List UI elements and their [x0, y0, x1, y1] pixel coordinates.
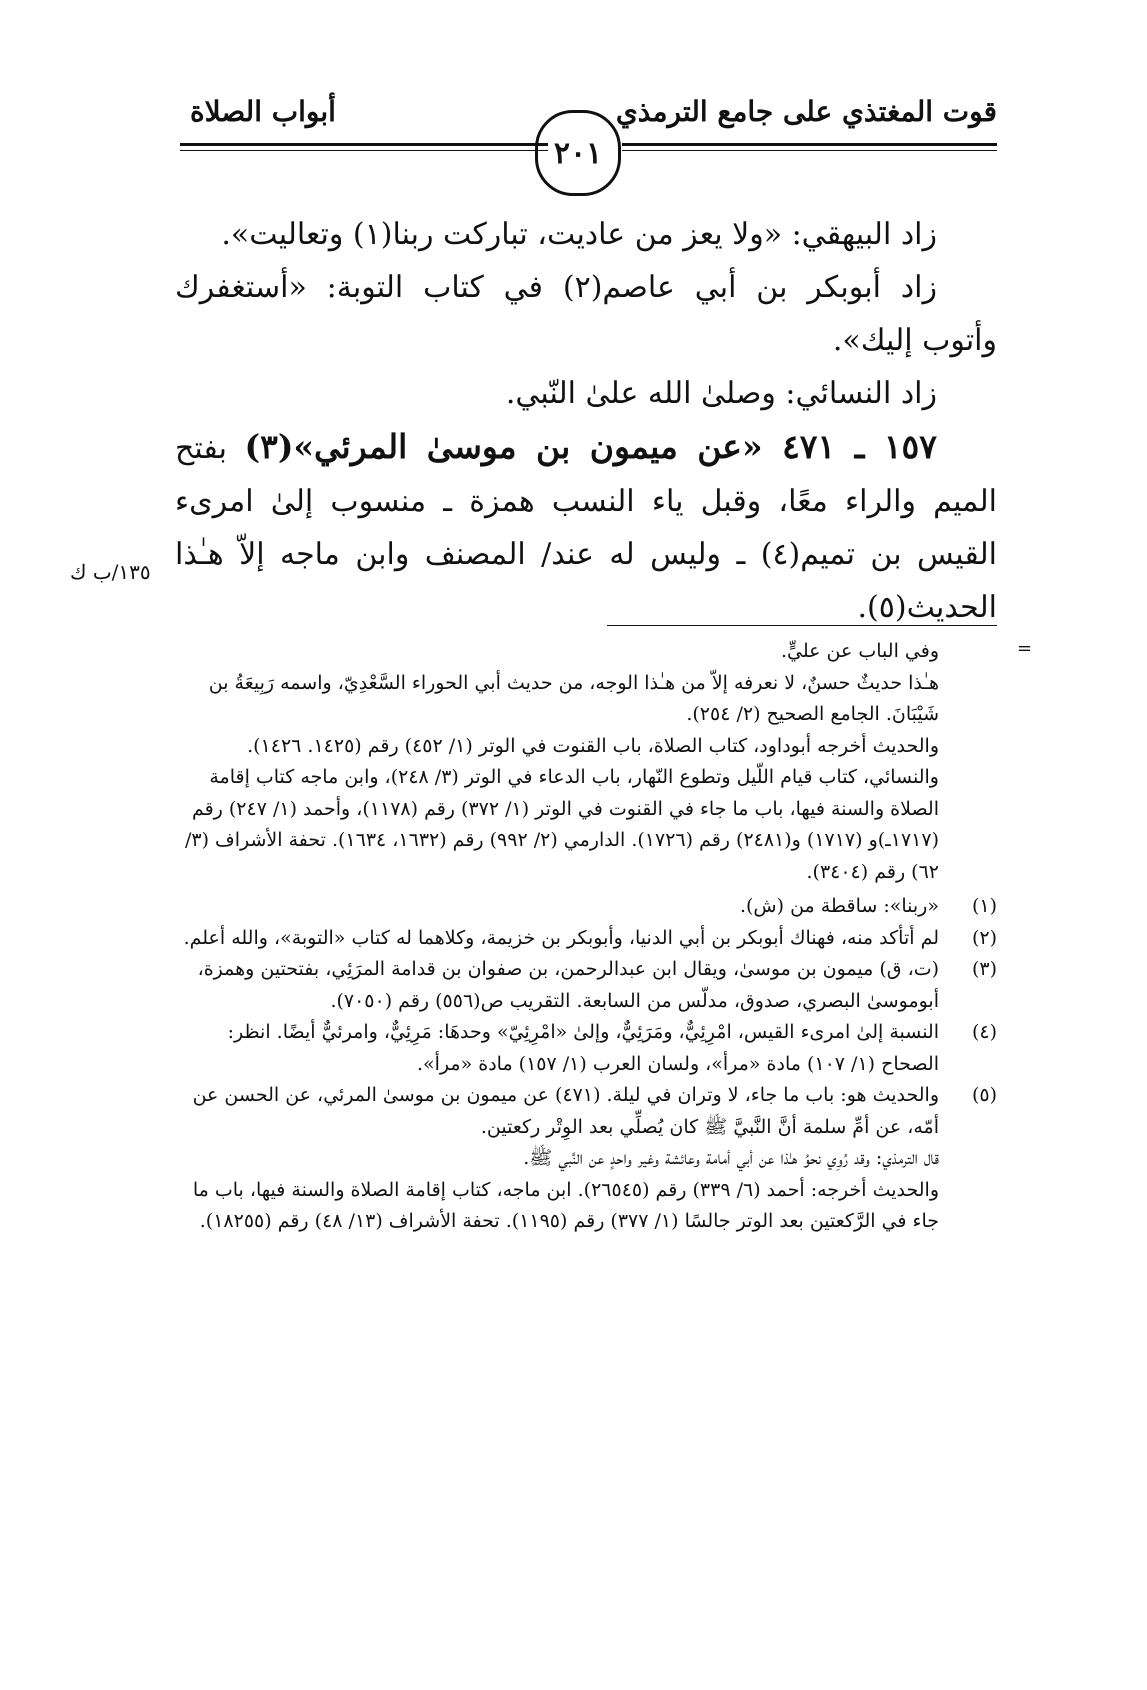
footnote-item — [175, 1080, 997, 1143]
footnote-continuation: والحديث أخرجه: أحمد (٦/ ٣٣٩) رقم (٢٦٥٤٥). ابن ماجه، كتاب إقامة الصلاة والسنة فيها، باب ما جاء في الرَّكعتين بعد الوتر جالسًا (١/ ٣٧٧) رقم (١١٩٥). تحفة الأشراف (١٣/ ٤٨) رقم (١٨٢٥٥). — [192, 1178, 939, 1232]
main-paragraph: زاد أبوبكر بن أبي عاصم(٢) في كتاب التوبة: «أستغفرك وأتوب إليك». — [175, 270, 997, 358]
page-number-badge: ٢٠١ — [535, 110, 621, 196]
footnote-text: (ت، ق) ميمون بن موسىٰ، ويقال ابن عبدالرحمن، بن صفوان بن قدامة المرَئِي، بفتحتين وهمزة، أبوموسىٰ البصري، صدوق، مدلّس من السابعة. التقريب ص(٥٥٦) رقم (٧٠٥٠). — [197, 958, 939, 1012]
footnote-item — [175, 923, 997, 955]
chapter-title: أبواب الصلاة — [190, 95, 336, 128]
header-rule-left — [180, 143, 548, 151]
prev-note-line: هـٰذا حديثٌ حسنٌ، لا نعرفه إلاّ من هـٰذا الوجه، من حديث أبي الحوراء السَّعْدِيّ، واسمه رَبِيعَةُ بن شَيْبَانَ. الجامع الصحيح (٢/ ٢٥٤). — [208, 671, 939, 725]
footnote-text: «ربنا»: ساقطة من (ش). — [739, 895, 939, 917]
main-paragraph: زاد البيهقي: «ولا يعز من عاديت، تباركت ربنا(١) وتعاليت». — [221, 217, 937, 252]
main-text — [175, 208, 997, 634]
footnote-number: (٢) — [971, 926, 997, 949]
footnote-number: (٥) — [971, 1084, 997, 1106]
footnote-number: (٣) — [971, 958, 997, 980]
margin-folio-note: ١٣٥/ب ك — [70, 560, 151, 584]
continuation-mark: = — [1016, 638, 1032, 659]
footnote-item — [175, 954, 997, 1017]
footnote-text: لم أتأكد منه، فهناك أبوبكر بن أبي الدنيا، وأبوبكر بن خزيمة، وكلاهما له كتاب «التوبة»، والله أعلم. — [183, 926, 939, 949]
footnote-item — [175, 891, 997, 923]
hadith-commentary: بفتح الميم والراء معًا، وقبل ياء النسب همزة ـ منسوب إلىٰ امرىء القيس بن تميم(٤) ـ وليس له عند/ المصنف وابن ماجه إلاّ هـٰذا الحديث(٥). — [175, 431, 997, 625]
footnote-text: والحديث هو: باب ما جاء، لا وتران في ليلة. (٤٧١) عن ميمون بن موسىٰ المرئي، عن الحسن عن أمّه، عن أمِّ سلمة أنَّ النَّبيَّ ﷺ كان يُصلِّي بعد الوِتْر ركعتين. — [192, 1084, 939, 1138]
main-paragraph: زاد النسائي: وصلىٰ الله علىٰ النّبي. — [505, 376, 937, 411]
footnote-number: (٤) — [971, 1021, 997, 1043]
header-rule-right — [622, 143, 997, 151]
prev-note-line: وفي الباب عن عليٍّ. — [781, 640, 939, 662]
footnote-continuation: قال الترمذي: وقد رُوِي نحوُ هـٰذا عن أبي أمامة وعائشة وغير واحدٍ عن النَّبي ﷺ. — [523, 1147, 939, 1169]
footnote-item — [175, 1017, 997, 1080]
hadith-heading: ١٥٧ ـ ٤٧١ «عن ميمون بن موسىٰ المرئي»(٣) — [244, 427, 938, 466]
book-title: قوت المغتذي على جامع الترمذي — [615, 95, 997, 128]
footnote-number: (١) — [971, 895, 997, 917]
footnotes — [175, 636, 997, 1238]
footnote-text: النسبة إلىٰ امرىء القيس، امْرِئِيٌّ، ومَرَئِيٌّ، وإلىٰ «امْرِئِيّ» وحدهَا: مَرِئِيٌّ، وامرئيٌّ أيضًا. انظر: الصحاح (١/ ١٠٧) مادة «مرأ»، ولسان العرب (١/ ١٥٧) مادة «مرأ». — [227, 1021, 939, 1075]
prev-note-line: والحديث أخرجه أبوداود، كتاب الصلاة، باب القنوت في الوتر (١/ ٤٥٢) رقم (١٤٢٥. ١٤٢٦). والنسائي، كتاب قيام اللّيل وتطوع النّهار، باب الدعاء في الوتر (٣/ ٢٤٨)، وابن ماجه كتاب إقامة الصلاة والسنة فيها، باب ما جاء في القنوت في الوتر (١/ ٣٧٢) رقم (١١٧٨)، وأحمد (١/ ٢٤٧) رقم (١٧١٧ـ)و (١٧١٧) و(٢٤٨١) رقم (١٧٢٦). الدارمي (٢/ ٩٩٢) رقم (١٦٣٢، ١٦٣٤). تحفة الأشراف (٣/ ٦٢) رقم (٣٤٠٤). — [184, 734, 939, 883]
footnote-divider — [607, 625, 997, 626]
